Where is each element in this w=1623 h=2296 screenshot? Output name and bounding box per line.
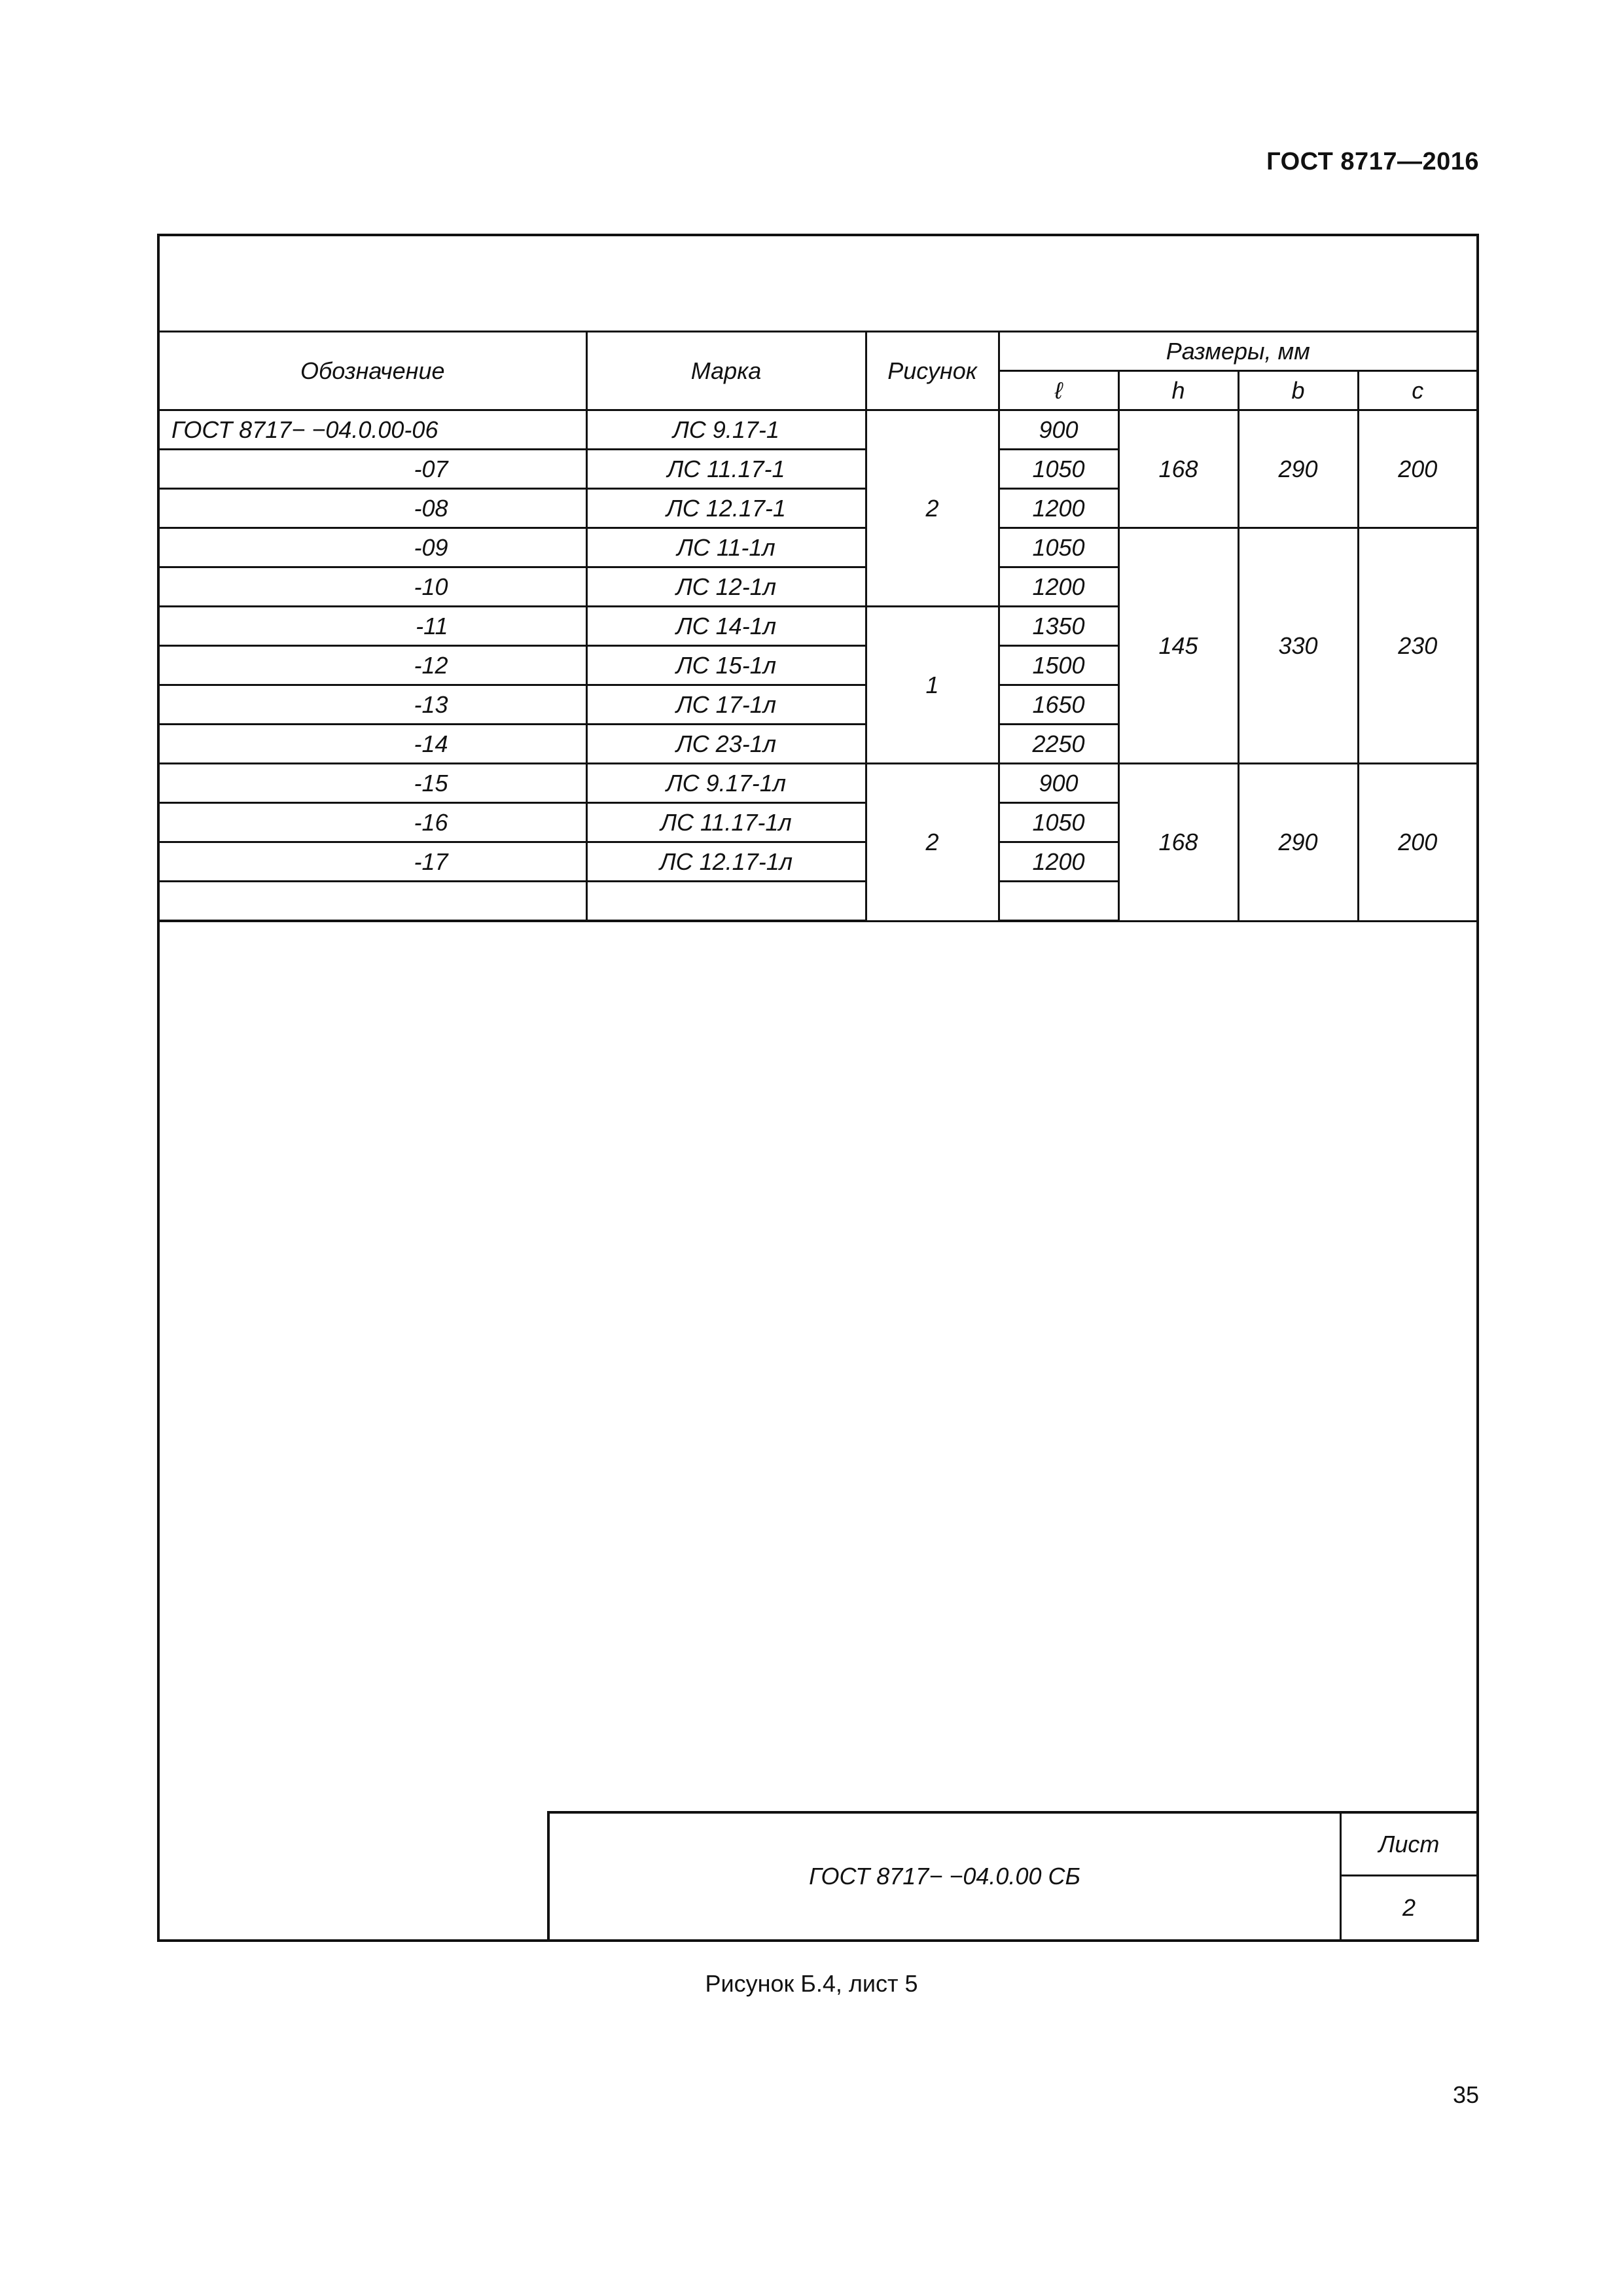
title-block [547,1811,1476,1939]
cell-designation: -15 [160,764,586,803]
cell-b: 290 [1238,764,1358,922]
specification-table [160,331,1476,922]
cell-designation-empty [160,882,586,922]
cell-designation: -07 [160,450,586,489]
cell-l: 1200 [999,567,1118,607]
cell-l: 1200 [999,842,1118,882]
title-block-sheet-number: 2 [1402,1894,1416,1921]
title-block-sheet-label: Лист [1342,1814,1476,1876]
cell-designation: -14 [160,725,586,764]
cell-l-empty [999,882,1118,922]
column-header-c: c [1358,371,1476,410]
cell-mark: ЛС 9.17-1 [586,410,866,450]
cell-designation: ГОСТ 8717− −04.0.00-06 [160,410,586,450]
table-row [160,764,1476,803]
cell-mark: ЛС 12.17-1л [586,842,866,882]
cell-c: 230 [1358,528,1476,764]
cell-l: 1050 [999,450,1118,489]
column-header-figure: Рисунок [866,332,999,410]
cell-b: 330 [1238,528,1358,764]
column-header-designation: Обозначение [160,332,586,410]
table-row [160,528,1476,567]
cell-mark: ЛС 9.17-1л [586,764,866,803]
cell-h: 168 [1118,410,1238,528]
cell-designation: -08 [160,489,586,528]
cell-mark: ЛС 12.17-1 [586,489,866,528]
cell-designation: -17 [160,842,586,882]
page-number: 35 [1452,2081,1479,2108]
cell-mark-empty [586,882,866,922]
cell-l: 1650 [999,685,1118,725]
cell-mark: ЛС 14-1л [586,607,866,646]
cell-c: 200 [1358,410,1476,528]
cell-mark: ЛС 17-1л [586,685,866,725]
cell-figure: 1 [866,607,999,764]
column-header-mark: Марка [586,332,866,410]
cell-designation: -16 [160,803,586,842]
cell-l: 2250 [999,725,1118,764]
cell-figure: 2 [866,410,999,607]
cell-designation: -09 [160,528,586,567]
cell-l: 1350 [999,607,1118,646]
cell-designation: -12 [160,646,586,685]
column-header-b: b [1238,371,1358,410]
title-block-code: ГОСТ 8717− −04.0.00 СБ [550,1814,1342,1939]
table-header-row [160,332,1476,371]
cell-h: 168 [1118,764,1238,922]
cell-designation: -10 [160,567,586,607]
cell-mark: ЛС 11.17-1л [586,803,866,842]
cell-l: 1500 [999,646,1118,685]
cell-designation: -13 [160,685,586,725]
table-row [160,410,1476,450]
cell-h: 145 [1118,528,1238,764]
document-code-header: ГОСТ 8717—2016 [1266,148,1479,175]
cell-b: 290 [1238,410,1358,528]
cell-mark: ЛС 15-1л [586,646,866,685]
drawing-frame [157,234,1479,1942]
column-header-sizes: Размеры, мм [999,332,1476,371]
cell-figure: 2 [866,764,999,922]
cell-designation: -11 [160,607,586,646]
cell-mark: ЛС 12-1л [586,567,866,607]
cell-l: 1200 [999,489,1118,528]
column-header-h: h [1118,371,1238,410]
figure-caption: Рисунок Б.4, лист 5 [705,1970,918,1997]
cell-l: 900 [999,410,1118,450]
cell-l: 900 [999,764,1118,803]
cell-l: 1050 [999,528,1118,567]
column-header-l: ℓ [999,371,1118,410]
cell-l: 1050 [999,803,1118,842]
cell-mark: ЛС 23-1л [586,725,866,764]
cell-mark: ЛС 11.17-1 [586,450,866,489]
cell-c: 200 [1358,764,1476,922]
cell-mark: ЛС 11-1л [586,528,866,567]
